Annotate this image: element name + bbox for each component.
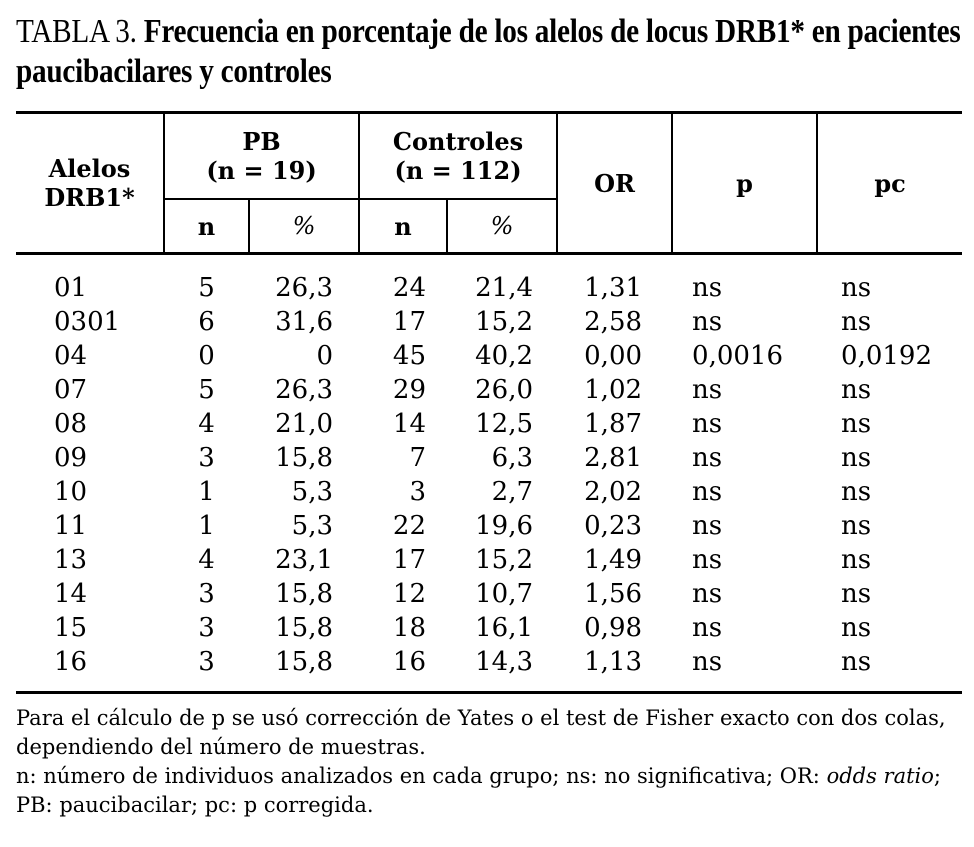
cell-p: ns [692, 409, 723, 439]
cell-pb-n: 5 [198, 273, 215, 303]
header-alleles: Alelos DRB1* [16, 113, 164, 254]
cell-controls-n: 18 [392, 613, 427, 643]
header-pb-n: n [164, 199, 249, 254]
table-row [16, 441, 962, 475]
cell-pc: ns [841, 273, 872, 303]
cell-or: 0,00 [584, 341, 643, 371]
cell-pc: ns [841, 307, 872, 337]
cell-allele: 14 [54, 579, 88, 609]
footnote-abbreviations: n: número de individuos analizados en cada grupo; ns: no significativa; OR: odds ratio; PB: paucibacilar; pc: p corregida. [16, 764, 941, 817]
cell-or: 1,56 [584, 579, 643, 609]
cell-pb-n: 6 [198, 307, 215, 337]
cell-pb-percent: 26,3 [275, 273, 334, 303]
cell-p: ns [692, 613, 723, 643]
cell-allele: 0301 [54, 307, 121, 337]
cell-controls-percent: 19,6 [475, 511, 534, 541]
cell-pc: 0,0192 [841, 341, 933, 371]
cell-allele: 13 [54, 545, 88, 575]
cell-controls-percent: 6,3 [491, 443, 534, 473]
cell-or: 1,49 [584, 545, 643, 575]
cell-or: 2,81 [584, 443, 643, 473]
cell-pc: ns [841, 477, 872, 507]
cell-controls-n: 12 [392, 579, 427, 609]
cell-pb-n: 1 [198, 477, 215, 507]
cell-pb-percent: 23,1 [275, 545, 334, 575]
table-row [16, 407, 962, 441]
cell-controls-percent: 26,0 [475, 375, 534, 405]
cell-pb-n: 3 [198, 443, 215, 473]
header-pb-percent: % [249, 199, 359, 254]
table-label: TABLA 3. [16, 13, 137, 50]
cell-pb-n: 3 [198, 613, 215, 643]
cell-pb-n: 0 [198, 341, 215, 371]
cell-allele: 04 [54, 341, 88, 371]
cell-controls-n: 45 [392, 341, 427, 371]
header-controls-n: n [359, 199, 447, 254]
cell-pb-percent: 0 [316, 341, 334, 371]
header-controls-group: Controles (n = 112) [359, 113, 557, 200]
cell-pb-n: 3 [164, 645, 249, 693]
cell-pc: ns [841, 375, 872, 405]
cell-controls-n: 7 [409, 443, 427, 473]
footnote-statistics: Para el cálculo de p se usó corrección de Yates o el test de Fisher exacto con dos colas, dependiendo del número de muestras. [16, 706, 946, 759]
cell-allele: 01 [54, 273, 88, 303]
cell-allele: 08 [54, 409, 88, 439]
cell-pc: ns [841, 579, 872, 609]
cell-controls-n: 3 [409, 477, 427, 507]
header-controls-count: (n = 112) [394, 156, 522, 185]
cell-controls-percent: 14,3 [447, 645, 557, 693]
cell-p: ns [692, 375, 723, 405]
table-row [16, 254, 962, 306]
cell-pb-percent: 15,8 [275, 613, 334, 643]
cell-p: ns [692, 545, 723, 575]
table-footnotes [16, 704, 962, 820]
table-row [16, 475, 962, 509]
cell-allele: 09 [54, 443, 88, 473]
cell-controls-n: 16 [359, 645, 447, 693]
cell-p: ns [692, 273, 723, 303]
cell-pc: ns [841, 409, 872, 439]
table-row [16, 509, 962, 543]
table-row [16, 645, 962, 693]
cell-controls-n: 17 [392, 545, 427, 575]
cell-allele: 07 [54, 375, 88, 405]
cell-controls-n: 14 [392, 409, 427, 439]
cell-pc: ns [841, 613, 872, 643]
cell-pb-n: 4 [198, 409, 215, 439]
cell-pb-n: 4 [198, 545, 215, 575]
cell-controls-percent: 10,7 [475, 579, 534, 609]
cell-pb-percent: 15,8 [275, 443, 334, 473]
cell-controls-percent: 12,5 [475, 409, 534, 439]
cell-controls-n: 17 [392, 307, 427, 337]
cell-pc: ns [817, 645, 962, 693]
table-row [16, 543, 962, 577]
cell-or: 0,23 [584, 511, 643, 541]
cell-pc: ns [841, 545, 872, 575]
cell-pb-percent: 31,6 [275, 307, 334, 337]
cell-pb-percent: 15,8 [275, 579, 334, 609]
cell-controls-percent: 40,2 [475, 341, 534, 371]
header-controls-percent: % [447, 199, 557, 254]
table-row [16, 577, 962, 611]
table-title [16, 12, 962, 92]
cell-pb-n: 1 [198, 511, 215, 541]
cell-or: 1,31 [584, 273, 643, 303]
cell-p: ns [692, 307, 723, 337]
cell-allele: 11 [54, 511, 88, 541]
cell-controls-percent: 2,7 [491, 477, 534, 507]
cell-pc: ns [841, 443, 872, 473]
cell-pb-percent: 5,3 [291, 511, 334, 541]
table-row [16, 373, 962, 407]
table-caption: Frecuencia en porcentaje de los alelos de locus DRB1* en pacientes paucibacilares y controles [16, 13, 961, 90]
cell-controls-percent: 21,4 [475, 273, 534, 303]
cell-allele: 16 [16, 645, 164, 693]
cell-pb-percent: 21,0 [275, 409, 334, 439]
cell-pb-percent: 26,3 [275, 375, 334, 405]
table-row [16, 611, 962, 645]
cell-or: 1,02 [584, 375, 643, 405]
cell-controls-n: 22 [392, 511, 427, 541]
header-pb-count: (n = 19) [206, 156, 317, 185]
cell-allele: 15 [54, 613, 88, 643]
footnote-odds-ratio: odds ratio [826, 764, 934, 788]
allele-frequency-table [16, 111, 962, 694]
table-body [16, 254, 962, 693]
header-or: OR [557, 113, 672, 254]
cell-or: 2,02 [584, 477, 643, 507]
cell-controls-n: 24 [392, 273, 427, 303]
cell-p: ns [692, 579, 723, 609]
cell-allele: 10 [54, 477, 88, 507]
cell-p: ns [692, 443, 723, 473]
cell-p: ns [692, 477, 723, 507]
cell-pc: ns [841, 511, 872, 541]
header-pc: pc [817, 113, 962, 254]
cell-pb-n: 3 [198, 579, 215, 609]
cell-p: ns [672, 645, 817, 693]
cell-pb-percent: 15,8 [249, 645, 359, 693]
cell-or: 1,87 [584, 409, 643, 439]
table-row [16, 339, 962, 373]
cell-or: 2,58 [584, 307, 643, 337]
cell-p: 0,0016 [692, 341, 784, 371]
table-header [16, 113, 962, 254]
table-row [16, 305, 962, 339]
cell-controls-n: 29 [392, 375, 427, 405]
cell-or: 1,13 [557, 645, 672, 693]
cell-controls-percent: 16,1 [475, 613, 534, 643]
cell-pb-n: 5 [198, 375, 215, 405]
cell-p: ns [692, 511, 723, 541]
cell-pb-percent: 5,3 [291, 477, 334, 507]
cell-or: 0,98 [584, 613, 643, 643]
cell-controls-percent: 15,2 [475, 545, 534, 575]
header-p: p [672, 113, 817, 254]
header-pb-group: PB (n = 19) [164, 113, 359, 200]
cell-controls-percent: 15,2 [475, 307, 534, 337]
